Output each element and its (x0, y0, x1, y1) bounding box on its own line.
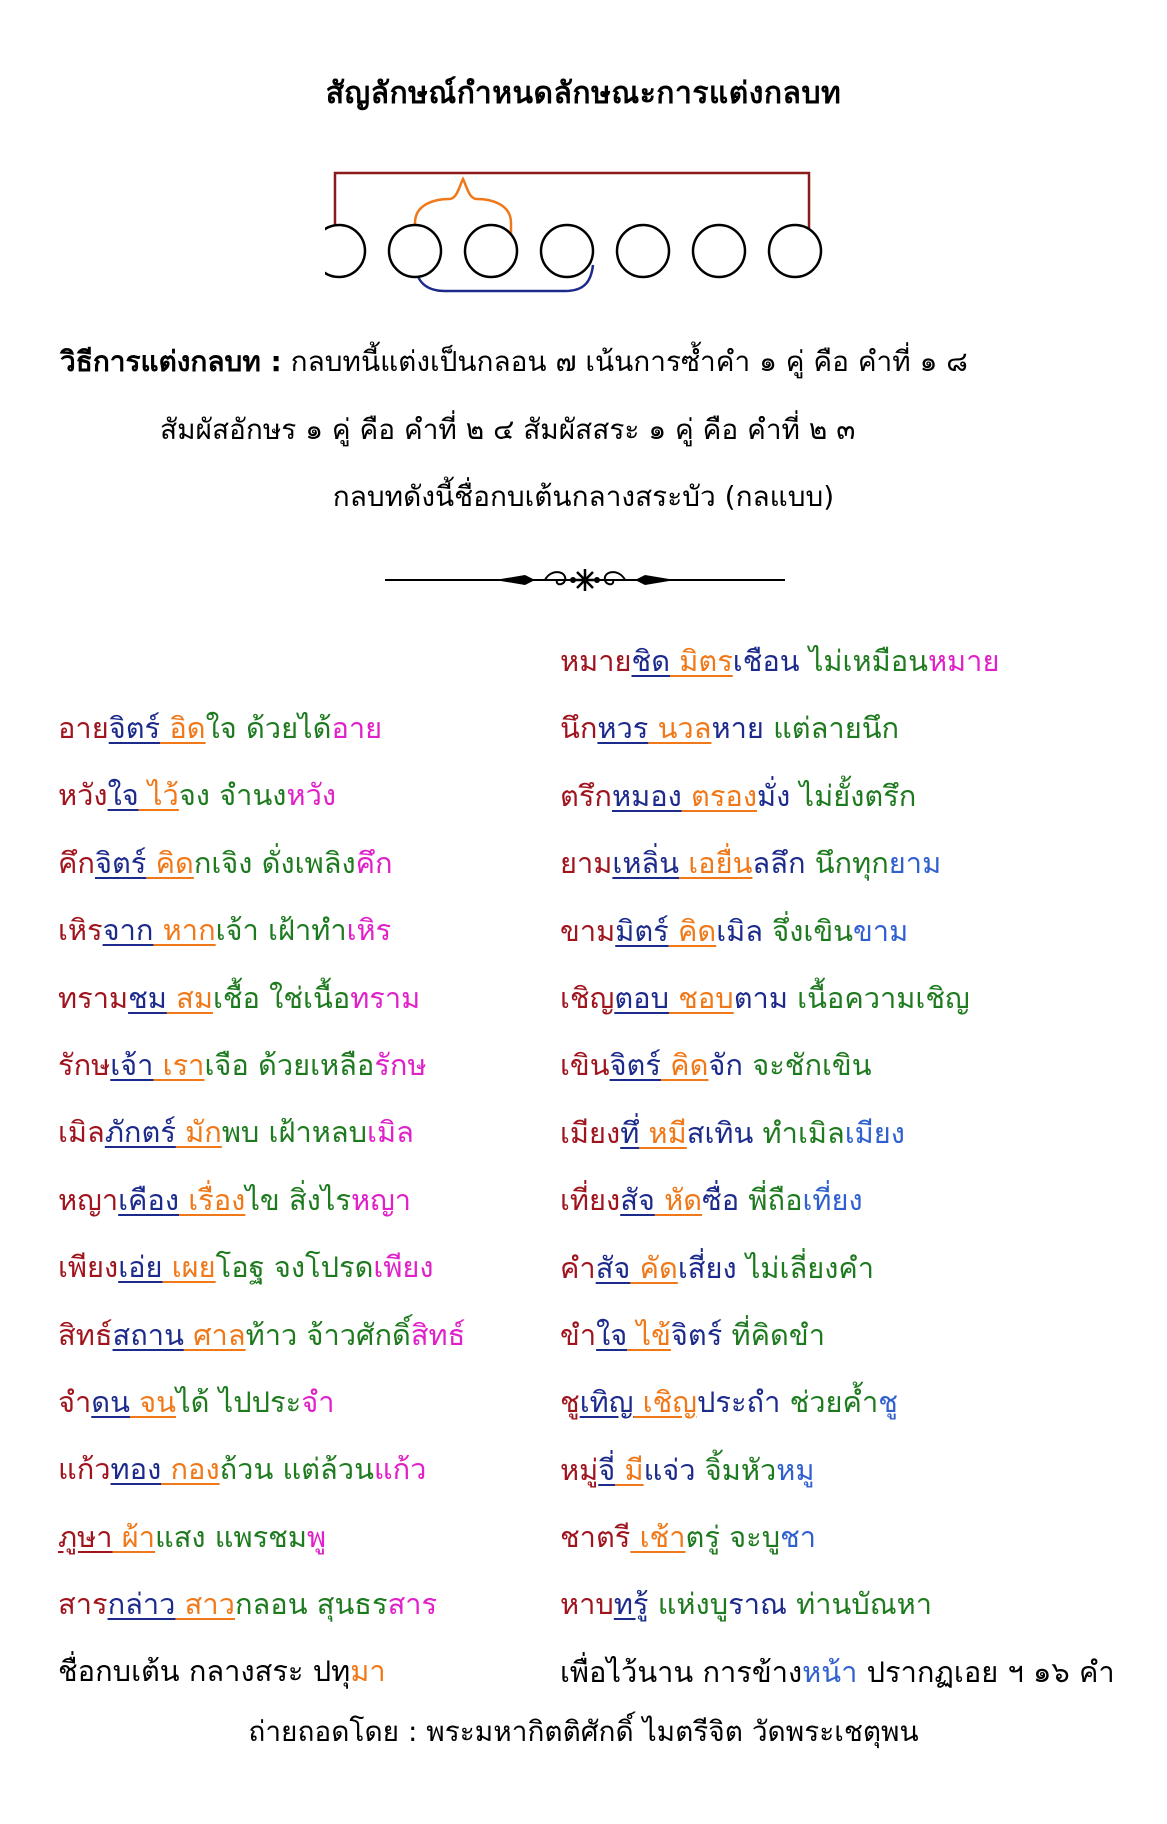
poem-word: ลลึก (752, 846, 806, 881)
poem-word: ยาม (560, 846, 613, 881)
poem-word: จัก (708, 1048, 743, 1083)
poem-word: ตรึก (560, 778, 612, 813)
syllable-circle (465, 225, 517, 277)
poem-word: นึกทุก (805, 846, 889, 881)
poem-word: เพื่อไว้นาน การข้าง (560, 1654, 803, 1689)
poem-word: จี่ (598, 1452, 616, 1487)
page-title: สัญลักษณ์กำหนดลักษณะการแต่งกลบท (325, 76, 842, 111)
poem-line (560, 1110, 1115, 1177)
poem-word: สาว (175, 1587, 235, 1622)
poem-word: แก้ว (58, 1452, 111, 1487)
poem-word: ตาม (733, 980, 788, 1015)
poem-line (58, 705, 465, 772)
poem-line (560, 1581, 1115, 1648)
poem-word: ทราม (350, 980, 421, 1015)
poem-word: ชอบ (668, 980, 734, 1015)
poem-line (58, 1109, 465, 1176)
poem-word: ใจ (107, 778, 139, 813)
poem-line (58, 1042, 465, 1109)
poem-word: เรา (153, 1047, 205, 1082)
poem-word: มิตร์ (615, 913, 669, 948)
poem-word: ตอบ (614, 980, 669, 1015)
poem-line (58, 1581, 465, 1648)
poem-word: ไข้ (627, 1317, 671, 1352)
poem-word: พี่ถือ (739, 1183, 803, 1218)
poem-word: หัด (654, 1183, 703, 1218)
poem-word: ชา (780, 1520, 817, 1555)
poem-word: เมิล (367, 1115, 414, 1150)
poem-word: ตรึก (864, 778, 917, 813)
poem-word: สิทธ์ (58, 1317, 113, 1352)
poem-word: คึก (355, 845, 393, 880)
poem-word: ท่านบัณ (786, 1587, 897, 1622)
poem-word: คัด (630, 1250, 678, 1285)
poem-line (560, 1042, 1115, 1109)
poem-line (58, 1379, 465, 1446)
poem-word: ไม่เลี่ยง (736, 1250, 839, 1285)
poem-right-column (560, 638, 1115, 1716)
poem-word: อาย (58, 711, 109, 745)
ornamental-divider (385, 565, 785, 595)
poem-word: เนื้อความ (787, 980, 916, 1015)
poem-word: ไม่ยั้ง (790, 778, 865, 813)
poem-word: ประถำ (696, 1385, 781, 1420)
poem-word: คิด (146, 845, 194, 880)
poem-line (560, 1514, 1115, 1581)
poem-word: ทรู้ (613, 1587, 649, 1622)
poem-word: ไม่เหมือน (799, 644, 928, 678)
poem-word: มั่ง (757, 778, 791, 813)
poem-word: เผย (162, 1250, 216, 1285)
poem-word: ภักตร์ (104, 1115, 176, 1150)
poem-word: เทิญ (579, 1385, 634, 1420)
poem-word: ชม (128, 980, 167, 1015)
poem-word: เคือง (118, 1182, 180, 1217)
poem-line (560, 908, 1115, 975)
poem-word: เชิญ (560, 980, 615, 1015)
syllable-circle (389, 225, 441, 277)
poem-word: สัจ (620, 1183, 655, 1218)
poem-word: มา (350, 1654, 386, 1689)
poem-word: หาก (153, 913, 216, 948)
poem-word: จง จำนง (178, 778, 287, 813)
poem-line (58, 1446, 465, 1513)
syllable-circle (617, 225, 669, 277)
poem-word: ชิด (631, 644, 671, 678)
poem-word: ชื่อกบเต้น กลางสระ ปทุ (58, 1654, 351, 1689)
poem-word: ดน (91, 1384, 130, 1419)
poem-word: หมอง (611, 778, 682, 813)
poem-line (560, 1379, 1115, 1446)
poem-word: จิตร์ (670, 1317, 723, 1352)
poem-word: เพียง (373, 1250, 434, 1285)
poem-word: ผ้า (112, 1519, 156, 1554)
poem-line (560, 1447, 1115, 1514)
poem-word: ซื่อ (702, 1183, 740, 1218)
poem-word: ไข สิ่งไร (245, 1182, 351, 1217)
poem-word: ทราม (58, 980, 129, 1015)
poem-word: กล่าว (107, 1587, 176, 1622)
poem-word: เหลิ่น (612, 846, 680, 881)
poem-word: เมิล (58, 1115, 105, 1150)
rhyme-diagram (325, 165, 845, 305)
poem-word: ที่คิด (722, 1317, 789, 1352)
poem-word: ทอง (110, 1452, 162, 1487)
poem-word: คิด (660, 1048, 709, 1083)
poem-line (560, 705, 1115, 772)
syllable-circle (693, 225, 745, 277)
poem-word: ขาม (852, 913, 909, 948)
poem-word: เมิล (716, 913, 764, 948)
poem-word: รักษ (374, 1047, 427, 1082)
poem-word: เมียง (844, 1115, 905, 1150)
poem-word: ชาตรี (560, 1520, 631, 1555)
poem-word: มิตร (670, 644, 733, 678)
poem-word: ยาม (888, 846, 942, 881)
footer-credit: ถ่ายถอดโดย : พระมหากิตติศักดิ์ ไมตรีจิต วัดพระเชตุพน (248, 1715, 919, 1748)
method-text: กลบทนี้แต่งเป็นกลอน ๗ เน้นการซ้ำคำ ๑ คู่ คือ คำที่ ๑ ๘ (290, 345, 968, 378)
poem-word: อิด (160, 711, 206, 745)
poem-word: จิตร์ (94, 845, 147, 880)
poem-line (560, 773, 1115, 840)
poem-word: เขิน (560, 1048, 610, 1083)
poem-word: หมู (776, 1452, 815, 1487)
poem-word: จำ (58, 1384, 92, 1419)
poem-word: มัก (175, 1115, 222, 1150)
poem-line (58, 1648, 465, 1715)
poem-word: เสี่ยง (677, 1250, 737, 1285)
poem-line (58, 975, 465, 1042)
poem-word: ช่วยค้ำ (780, 1385, 879, 1420)
poem-word: สเทิน (686, 1115, 754, 1150)
poem-word: มี (615, 1452, 644, 1487)
poem-word: เชิญ (633, 1385, 697, 1420)
poem-word: เอยื่น (679, 846, 753, 881)
poem-word: คำ (560, 1250, 596, 1285)
poem-line (560, 1649, 1115, 1716)
poem-word: นึก (560, 711, 598, 746)
poem-word: แต่ลาย (763, 711, 862, 746)
poem-word: เรื่อง (179, 1182, 246, 1217)
poem-word: ชู (878, 1385, 898, 1420)
poem-word: หาย (711, 711, 764, 746)
poem-word: แห่งบู (648, 1587, 729, 1622)
poem-word: ราณ (728, 1587, 787, 1622)
poem-line (560, 1312, 1115, 1379)
poem-word: ขำ (788, 1317, 825, 1352)
poem-word: ตรู่ จะบู (685, 1520, 781, 1555)
poem-word: เมียง (560, 1115, 621, 1150)
poem-word: เหิร (58, 913, 103, 948)
poem-word: หมู่ (560, 1452, 599, 1487)
poem-word: ชู (560, 1385, 580, 1420)
poem-word: หญา (350, 1182, 412, 1217)
poem-word: เขิน (822, 1048, 872, 1083)
poem-line (560, 1245, 1115, 1312)
poem-word: แจ่ว (643, 1452, 696, 1487)
poem-word: ใจ ด้วยได้ (205, 711, 332, 745)
poem-line (58, 840, 465, 907)
poem-line (58, 1244, 465, 1311)
poem-word: ถ้วน แต่ล้วน (219, 1452, 374, 1487)
poem-word: สถาน (112, 1317, 184, 1352)
poem-word: รักษ (58, 1047, 111, 1082)
poem-word: เที่ยง (802, 1183, 863, 1218)
poem-word: สาร (58, 1587, 108, 1622)
poem-line (560, 1177, 1115, 1244)
poem-word: สาร (387, 1587, 438, 1622)
poem-word: ภูษา (58, 1519, 113, 1554)
poem-word: กเจิง ดั่งเพลิง (193, 845, 356, 880)
poem-word: จิตร์ (609, 1048, 661, 1083)
poem-word: ไว้ (138, 778, 179, 813)
poem-word: คำ (838, 1250, 875, 1285)
poem-word: เช้า (630, 1520, 686, 1555)
poem-line (560, 840, 1115, 907)
poem-word: ท้าว จ้าวศักดิ์ (245, 1317, 411, 1352)
poem-word: หญา (58, 1182, 119, 1217)
poem-word: แก้ว (373, 1452, 427, 1487)
poem-word: เชิญ (915, 980, 970, 1015)
poem-left-column (58, 705, 465, 1716)
poem-word: สม (166, 980, 213, 1015)
poem-word: ปรากฏเอย ฯ ๑๖ คำ (857, 1654, 1115, 1689)
poem-word: สัจ (595, 1250, 631, 1285)
poem-word: ทึ่ (620, 1115, 640, 1150)
poem-word: หา (896, 1587, 933, 1622)
poem-word: หมาย (560, 644, 632, 678)
poem-word: ขำ (560, 1317, 597, 1352)
poem-word: เอ่ย (118, 1250, 163, 1285)
poem-word: กลอน สุนธร (234, 1587, 388, 1622)
poem-word: หวัง (286, 778, 337, 813)
poem-word: พู (306, 1519, 327, 1554)
poem-word: หวัง (58, 778, 108, 813)
method-line-3: กลบทดังนี้ชื่อกบเต้นกลางสระบัว (กลแบบ) (332, 480, 835, 513)
poem-word: คิด (668, 913, 717, 948)
poem-word: นึก (861, 711, 900, 746)
poem-word: นวล (648, 711, 712, 746)
poem-line (560, 638, 1115, 705)
poem-word: จึ่งเขิน (763, 913, 853, 948)
poem-line (58, 772, 465, 839)
poem-word: เจือ ด้วยเหลือ (204, 1047, 375, 1082)
poem-line (58, 1177, 465, 1244)
poem-word: จน (129, 1384, 176, 1419)
poem-word: จิ้มหัว (695, 1452, 777, 1487)
syllable-circle (541, 225, 593, 277)
poem-word: เชือน (732, 644, 800, 678)
poem-word: โอฐ จงโปรด (215, 1250, 374, 1285)
method-heading: วิธีการแต่งกลบท : (60, 345, 282, 378)
method-line-1 (60, 340, 968, 384)
poem-word: หน้า (802, 1654, 858, 1689)
poem-word: เจ้า (110, 1047, 154, 1082)
poem-word: ทำเมิล (753, 1115, 845, 1150)
poem-word: อาย (331, 711, 383, 745)
poem-word: เที่ยง (560, 1183, 621, 1218)
poem-word: แสง แพรชม (155, 1519, 307, 1554)
poem-word: ใจ (596, 1317, 628, 1352)
poem-line (58, 1312, 465, 1379)
poem-line (58, 1514, 465, 1581)
poem-line (560, 975, 1115, 1042)
poem-word: จาก (102, 913, 154, 948)
poem-word: ตรอง (681, 778, 757, 813)
poem-word: หมาย (927, 644, 1000, 678)
poem-word: ขาม (560, 913, 616, 948)
poem-word: หาบ (560, 1587, 614, 1622)
poem-word: หวร (597, 711, 649, 746)
poem-word: สิทธ์ (410, 1317, 466, 1352)
poem-word: เชื้อ ใช่เนื้อ (212, 980, 351, 1015)
poem-word: ศาล (183, 1317, 246, 1352)
poem-word: เจ้า เฝ้าทำ (215, 913, 347, 948)
poem-word: เพียง (58, 1250, 119, 1285)
poem-line (58, 907, 465, 974)
poem-word: คึก (58, 845, 95, 880)
poem-word: จิตร์ (108, 711, 161, 745)
poem-word: เหิร (346, 913, 392, 948)
syllable-circle (325, 225, 365, 277)
poem-word: กอง (161, 1452, 220, 1487)
poem-word: พบ เฝ้าหลบ (221, 1115, 368, 1150)
poem-word: จำ (301, 1384, 335, 1419)
poem-word: หมี (639, 1115, 687, 1150)
syllable-circle (769, 225, 821, 277)
method-line-2: สัมผัสอักษร ๑ คู่ คือ คำที่ ๒ ๔ สัมผัสสระ ๑ คู่ คือ คำที่ ๒ ๓ (160, 413, 856, 446)
poem-word: จะชัก (742, 1048, 823, 1083)
poem-word: ได้ ไปประ (176, 1384, 302, 1419)
